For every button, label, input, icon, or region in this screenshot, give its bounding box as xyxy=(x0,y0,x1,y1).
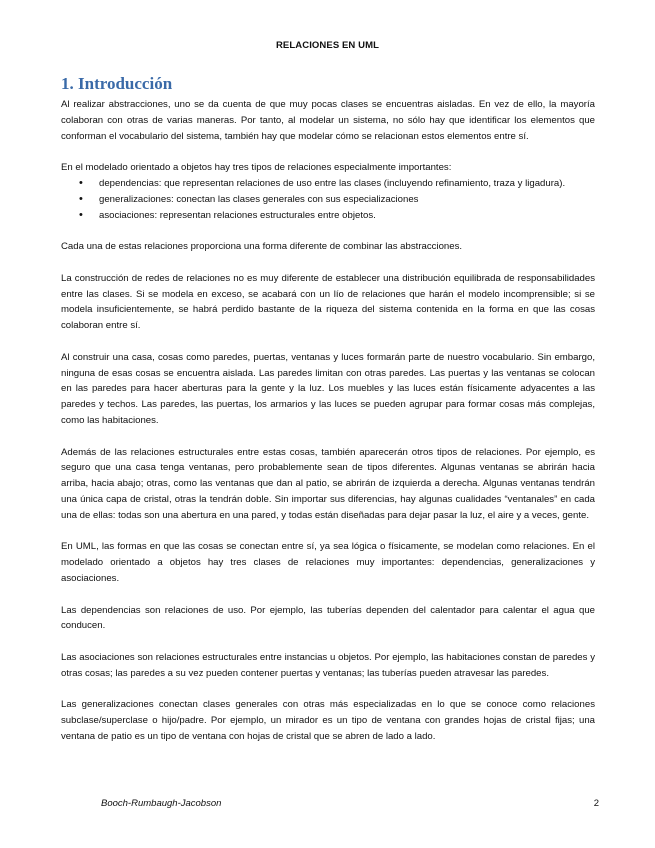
footer-author: Booch-Rumbaugh-Jacobson xyxy=(101,798,222,809)
paragraph-5: Al construir una casa, cosas como paredes, puertas, ventanas y luces formarán parte de nuestro vocabulario. Sin embargo, ninguna de esas cosas se encuentra aislada. Las paredes limitan con otras paredes. Las puertas y las ventanas se colocan en las paredes para hacer aberturas para la gente y la luz. Los muebles y las luces están físicamente adyacentes a las paredes y techos. Las paredes, las puertas, los armarios y las luces se pueden agrupar para formar cosas más complejas, como las habitaciones. xyxy=(61,351,595,426)
paragraph-4: La construcción de redes de relaciones no es muy diferente de establecer una distribución equilibrada de responsabilidades entre las clases. Si se modela en exceso, se acabará con un lío de relaciones que harán el modelo incomprensible; si se modela insuficientemente, se habrá perdido bastante de la riqueza del sistema contenida en la forma en que las cosas colaboran entre sí. xyxy=(61,272,595,332)
paragraph-7: En UML, las formas en que las cosas se conectan entre sí, ya sea lógica o físicamente, se modelan como relaciones. En el modelado orientado a objetos hay tres clases de relaciones muy importantes: dependencias, generalizaciones y asociaciones. xyxy=(61,541,595,584)
paragraph-2: En el modelado orientado a objetos hay tres tipos de relaciones especialmente importantes: xyxy=(61,162,452,174)
paragraph-10: Las generalizaciones conectan clases generales con otras más especializadas en lo que se conoce como relaciones subclase/superclase o hijo/padre. Por ejemplo, un mirador es un tipo de ventana con grandes hojas de cristal fijas; una ventana de patio es un tipo de ventana con hojas de cristal que se abren de lado a lado. xyxy=(61,699,595,742)
section-heading: 1. Introducción xyxy=(61,74,173,93)
page-number: 2 xyxy=(593,798,599,809)
list-item-asociaciones: • asociaciones: representan relaciones estructurales entre objetos. xyxy=(99,208,595,224)
list-item-generalizaciones: • generalizaciones: conectan las clases generales con sus especializaciones xyxy=(99,192,595,208)
list-item-dependencias: • dependencias: que representan relaciones de uso entre las clases (incluyendo refinamiento, traza y ligadura). xyxy=(99,176,595,192)
running-header: RELACIONES EN UML xyxy=(275,40,380,51)
paragraph-3: Cada una de estas relaciones proporciona una forma diferente de combinar las abstracciones. xyxy=(61,241,463,253)
relation-type-list xyxy=(61,176,595,223)
paragraph-9: Las asociaciones son relaciones estructurales entre instancias u objetos. Por ejemplo, las habitaciones constan de paredes y otras cosas; las paredes a su vez pueden contener puertas y ventanas; las tuberías pueden atravesar las paredes. xyxy=(61,651,595,679)
paragraph-8: Las dependencias son relaciones de uso. Por ejemplo, las tuberías dependen del calentador para calentar el agua que conducen. xyxy=(61,604,595,632)
paragraph-1: Al realizar abstracciones, uno se da cuenta de que muy pocas clases se encuentras aisladas. En vez de ello, la mayoría colaboran con otras de varias maneras. Por tanto, al modelar un sistema, no sólo hay que identificar los elementos que conforman el vocabulario del sistema, también hay que modelar cómo se relacionan estos elementos entre sí. xyxy=(61,99,595,142)
paragraph-6: Además de las relaciones estructurales entre estas cosas, también aparecerán otros tipos de relaciones. Por ejemplo, es seguro que una casa tenga ventanas, pero probablemente sean de tipos diferentes. Algunas ventanas se abrirán hacia arriba, hacia abajo; otras, como las ventanas que dan al patio, se abrirán de izquierda a derecha. Algunas ventanas tendrán una única capa de cristal, otras la tendrán doble. Sin importar sus diferencias, hay algunas cualidades “ventanales” en cada una de ellas: todas son una abertura en una pared, y todas están diseñadas para dejar pasar la luz, el aire y a veces, gente. xyxy=(61,446,595,521)
body-text xyxy=(61,97,595,760)
